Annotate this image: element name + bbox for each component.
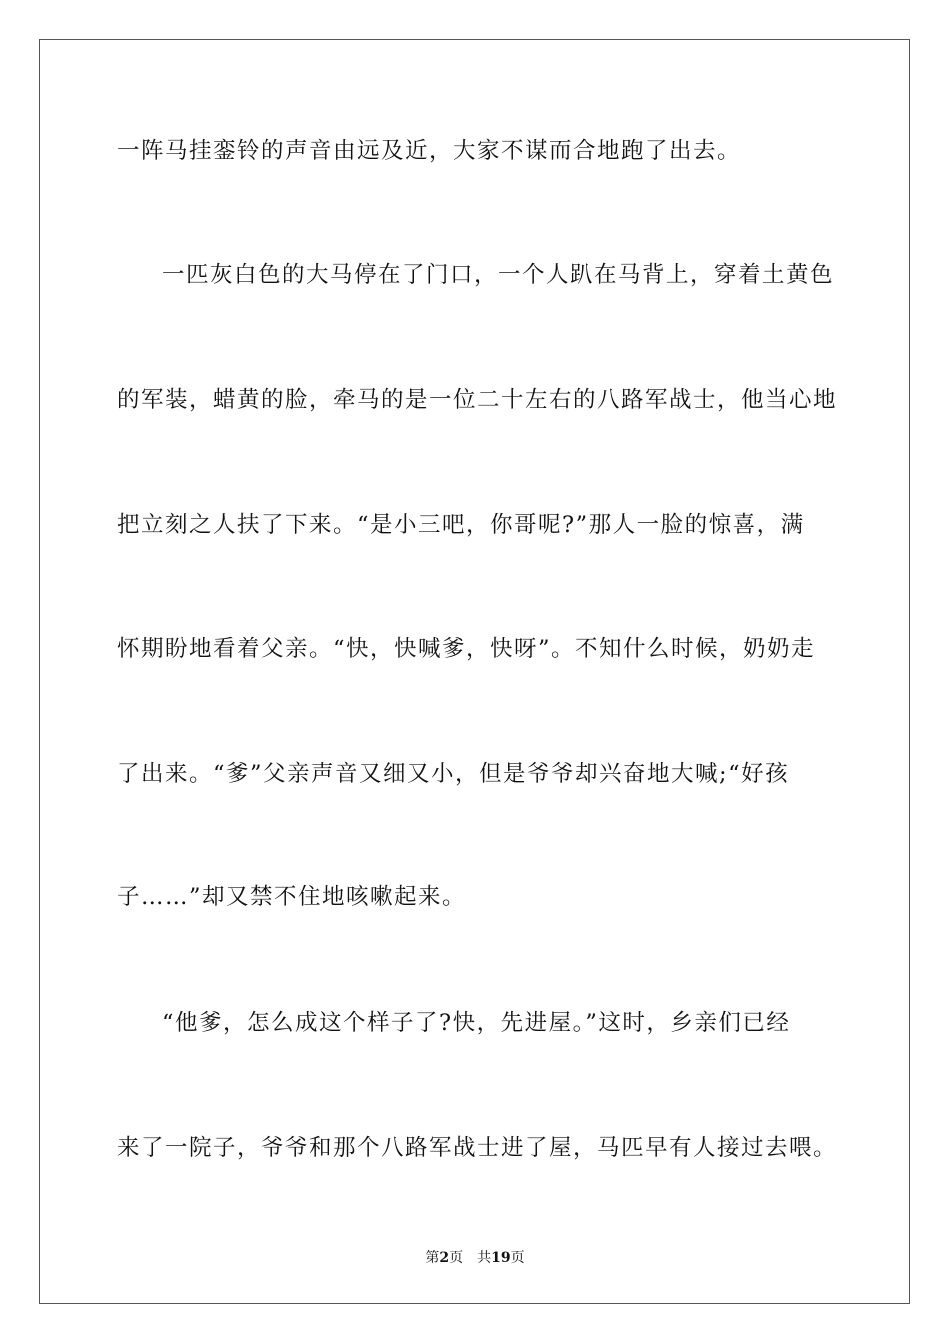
page-border <box>39 39 910 1304</box>
total-pages: 19 <box>491 1250 511 1266</box>
text-line: 一阵马挂銮铃的声音由远及近，大家不谋而合地跑了出去。 <box>117 138 742 164</box>
page-prefix: 第 <box>425 1250 440 1266</box>
total-prefix: 共 <box>477 1250 492 1266</box>
page-footer <box>0 1249 950 1267</box>
text-line: 了出来。“爹”父亲声音又细又小，但是爷爷却兴奋地大喊;“好孩 <box>117 761 790 787</box>
text-line: 把立刻之人扶了下来。“是小三吧，你哥呢?”那人一脸的惊喜，满 <box>117 512 805 538</box>
page-suffix: 页 <box>449 1250 464 1266</box>
text-line: 的军装，蜡黄的脸，牵马的是一位二十左右的八路军战士，他当心地 <box>117 387 838 413</box>
text-line: 一匹灰白色的大马停在了门口，一个人趴在马背上，穿着土黄色 <box>162 262 835 288</box>
text-line: “他爹，怎么成这个样子了?快，先进屋。”这时，乡亲们已经 <box>162 1010 791 1036</box>
text-line: 怀期盼地看着父亲。“快，快喊爹，快呀”。不知什么时候，奶奶走 <box>117 636 816 662</box>
page-number: 2 <box>439 1250 450 1266</box>
text-line: 子……”却又禁不住地咳嗽起来。 <box>117 884 467 910</box>
total-suffix: 页 <box>510 1250 525 1266</box>
text-line: 来了一院子，爷爷和那个八路军战士进了屋，马匹早有人接过去喂。 <box>117 1135 838 1161</box>
